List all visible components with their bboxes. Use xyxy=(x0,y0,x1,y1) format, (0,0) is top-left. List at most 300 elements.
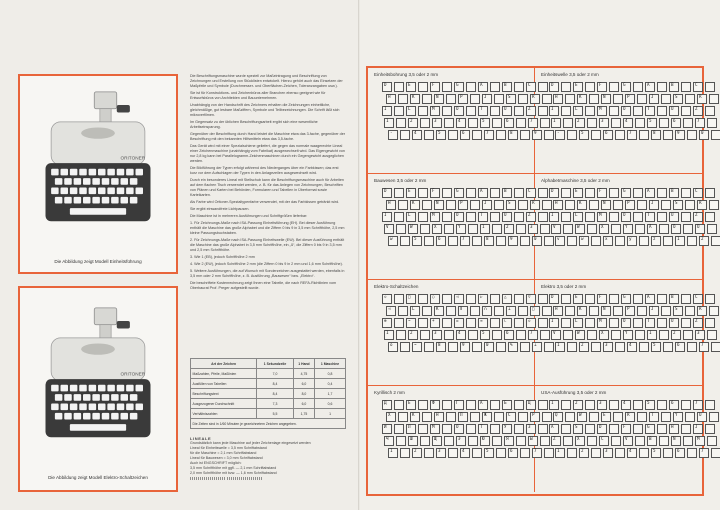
key-cap-blank xyxy=(518,200,528,210)
key-cap: M xyxy=(597,106,607,116)
key-cap: Т xyxy=(478,424,488,434)
key-cap-blank xyxy=(657,212,667,222)
key-cap: P xyxy=(625,94,635,104)
key-cap: W xyxy=(577,412,587,422)
key-cap-blank xyxy=(609,106,619,116)
key-row xyxy=(553,306,720,316)
table-header-cell: 1 Sekundzeile xyxy=(257,359,294,369)
panel-title: USA-Ausführung 3,5 oder 2 mm xyxy=(541,390,607,395)
key-cap-blank xyxy=(472,342,482,352)
key-cap-blank xyxy=(705,106,715,116)
key-cap-blank xyxy=(420,118,430,128)
key-cap: □ xyxy=(530,306,540,316)
keyboard-keys-row-2 xyxy=(55,178,138,185)
key-cap: Z xyxy=(526,106,536,116)
key-cap-blank xyxy=(657,400,667,410)
key-cap-blank xyxy=(657,294,667,304)
key-cap-blank xyxy=(514,424,524,434)
key-cap-blank xyxy=(418,400,428,410)
key-cap: Ä xyxy=(647,224,657,234)
lineal-line: 2,0 mm Schrifthöhe mit bzw. — 1,6 mm Schriftabstand xyxy=(190,471,277,475)
key-cap-blank xyxy=(567,130,577,140)
article-paragraph: Gegenüber der Beschriftung durch Hand leistet die Maschine etwa das 3-fache, gegenüber der Beschriftung mit den bekannten Hilfsmitteln etwa das 3,5-fache. xyxy=(190,132,345,141)
key-cap: N xyxy=(671,436,681,446)
key-cap-blank xyxy=(637,200,647,210)
key-cap-blank xyxy=(659,118,669,128)
key-cap-blank xyxy=(635,330,645,340)
ruler-scale-graphic xyxy=(227,477,263,480)
key-row xyxy=(382,424,556,434)
key-cap-blank xyxy=(659,224,669,234)
key-cap-blank xyxy=(514,400,524,410)
key-row xyxy=(382,106,556,116)
key-cap-blank xyxy=(609,424,619,434)
key-cap: П xyxy=(458,412,468,422)
lineal-heading: LINEALE xyxy=(190,436,212,441)
key-cap: 2 xyxy=(575,118,585,128)
key-cap-blank xyxy=(396,330,406,340)
key-cap: 2 xyxy=(699,236,709,246)
key-cap-blank xyxy=(442,294,452,304)
panel-title: Elektro 3,5 oder 2 mm xyxy=(541,284,587,289)
key-cap-blank xyxy=(587,118,597,128)
key-cap: 5 xyxy=(480,330,490,340)
key-cap-blank xyxy=(657,424,667,434)
key-row xyxy=(555,342,720,352)
key-cap-blank xyxy=(707,330,717,340)
table-row xyxy=(191,379,346,389)
key-cap: I xyxy=(549,212,559,222)
article-paragraph: Unabhängig von der Handschrift des Zeichners erhalten die Zeichnungen einheitliche, gleichmäßige, gut lesbare Maßziffern, Symbole und Teilbezeichnungen. Die Schrift läßt sich mikroverfilmen. xyxy=(190,103,340,117)
key-cap: 4 xyxy=(623,118,633,128)
key-row xyxy=(382,188,556,198)
key-cap-blank xyxy=(567,236,577,246)
article-paragraph: Die Beschriftungsmaschine wurde speziell zur Maßeintragung und Beschriftung von Zeichnungen und Erstellung von Stücklisten entwickelt. Hierzu gehört auch das Einsetzen der Maßpfeile und Symbole (Durchmesser- und Oberflächen-Zeichen, Toleranzangaben usw.). xyxy=(190,74,343,88)
key-cap: 1 xyxy=(675,236,685,246)
key-cap: z xyxy=(651,236,661,246)
key-cap: O xyxy=(454,212,464,222)
key-cap: A xyxy=(645,82,655,92)
key-cap: Х xyxy=(386,412,396,422)
key-cap: Ш xyxy=(408,436,418,446)
key-cap-blank xyxy=(683,118,693,128)
keyboard-key-grid xyxy=(382,400,556,460)
key-cap-blank xyxy=(496,342,506,352)
key-cap: 5 xyxy=(647,118,657,128)
key-cap: 4 xyxy=(456,118,466,128)
article-paragraph: 1. Für Zeichnungs-Maße nach ISA-Passung Einheitsführung (EH). Bei dieser Ausführung enthält die Maschine das große Alphabet und die Ziffern 0 bis 9 in 3,5 mm Schrifthöhe, 2,5 mm kleine Passungsbuchstaben. xyxy=(190,221,345,235)
key-cap-blank xyxy=(563,330,573,340)
key-cap-blank xyxy=(687,448,697,458)
key-cap-blank xyxy=(400,130,410,140)
key-cap-blank xyxy=(657,106,667,116)
key-cap-blank xyxy=(709,200,719,210)
table-cell: 6,0 xyxy=(293,399,314,409)
table-cell: 7,0 xyxy=(257,369,294,379)
key-cap: F xyxy=(597,82,607,92)
key-cap-blank xyxy=(609,82,619,92)
key-cap: Z xyxy=(526,212,536,222)
key-cap: Ü xyxy=(695,224,705,234)
key-cap: ⊥ xyxy=(532,342,542,352)
key-cap-blank xyxy=(398,412,408,422)
key-cap-blank xyxy=(398,306,408,316)
key-cap: v xyxy=(555,236,565,246)
key-cap-blank xyxy=(687,236,697,246)
key-cap-blank xyxy=(424,448,434,458)
key-row xyxy=(386,200,556,210)
key-cap-blank xyxy=(659,330,669,340)
key-cap-blank xyxy=(418,82,428,92)
key-cap: + xyxy=(430,318,440,328)
key-cap-blank xyxy=(591,448,601,458)
key-cap: ◁ xyxy=(454,294,464,304)
key-cap: K xyxy=(410,200,420,210)
key-cap-blank xyxy=(472,448,482,458)
key-cap-blank xyxy=(394,318,404,328)
key-cap: Y xyxy=(673,412,683,422)
key-cap-blank xyxy=(711,342,720,352)
key-cap-blank xyxy=(446,200,456,210)
typewriter-illustration-1 xyxy=(34,90,162,240)
key-cap-blank xyxy=(514,106,524,116)
key-cap-blank xyxy=(663,342,673,352)
key-cap-blank xyxy=(470,94,480,104)
key-cap: 2 xyxy=(579,448,589,458)
key-cap: 3 xyxy=(599,118,609,128)
key-cap: B xyxy=(669,82,679,92)
key-cap: 5 xyxy=(436,130,446,140)
key-cap-blank xyxy=(635,118,645,128)
key-cap-blank xyxy=(516,118,526,128)
key-cap-blank xyxy=(661,306,671,316)
keyboard-keys-row-2 xyxy=(55,394,138,401)
key-cap-blank xyxy=(585,106,595,116)
key-cap: 6 xyxy=(603,130,613,140)
key-cap: 7 xyxy=(528,330,538,340)
machine-photo-frame-2 xyxy=(18,286,178,492)
lineal-section xyxy=(190,436,346,481)
key-row xyxy=(549,82,720,92)
key-cap: % xyxy=(508,342,518,352)
key-row xyxy=(555,236,720,246)
key-cap: 0 xyxy=(699,130,709,140)
key-cap-blank xyxy=(637,306,647,316)
key-cap-blank xyxy=(609,212,619,222)
keyboard-layout-panel xyxy=(535,280,702,386)
key-row xyxy=(549,212,720,222)
key-cap: Ж xyxy=(482,412,492,422)
table-header-cell: 1 Hand xyxy=(293,359,314,369)
key-cap: 2 xyxy=(573,400,583,410)
key-cap-blank xyxy=(711,236,720,246)
key-cap-blank xyxy=(681,294,691,304)
key-cap: 3 xyxy=(695,330,705,340)
key-cap-blank xyxy=(657,188,667,198)
key-row xyxy=(553,94,720,104)
key-cap-blank xyxy=(707,118,717,128)
key-row xyxy=(553,412,720,422)
key-cap-blank xyxy=(516,330,526,340)
table-cell: 8,4 xyxy=(257,389,294,399)
key-cap-blank xyxy=(705,424,715,434)
key-cap: X xyxy=(575,436,585,446)
key-cap-blank xyxy=(711,130,720,140)
key-cap-blank xyxy=(490,294,500,304)
key-cap-blank xyxy=(394,188,404,198)
key-cap: Z xyxy=(551,436,561,446)
key-cap: 1 xyxy=(551,118,561,128)
key-cap: Ч xyxy=(384,436,394,446)
lineal-line: 3,5 mm Schrifthöhe mit ggfl. — 2,1 mm Schriftabstand xyxy=(190,466,277,470)
key-cap: 2 xyxy=(412,448,422,458)
key-cap: S xyxy=(673,306,683,316)
key-cap-blank xyxy=(709,412,719,422)
key-cap: ▷ xyxy=(478,294,488,304)
key-cap: R xyxy=(530,94,540,104)
key-cap: X xyxy=(599,330,609,340)
key-cap: G xyxy=(621,82,631,92)
key-cap-blank xyxy=(490,400,500,410)
key-cap-blank xyxy=(585,424,595,434)
key-cap: H xyxy=(553,200,563,210)
key-cap: L xyxy=(573,212,583,222)
key-row xyxy=(555,130,720,140)
key-cap-blank xyxy=(589,412,599,422)
key-cap: М xyxy=(430,424,440,434)
key-cap-blank xyxy=(418,188,428,198)
key-cap: T xyxy=(478,212,488,222)
key-cap: Щ xyxy=(432,436,442,446)
table-header-cell: 1 Maschine xyxy=(315,359,346,369)
key-cap: N xyxy=(601,200,611,210)
key-cap: Z xyxy=(693,318,703,328)
key-cap-blank xyxy=(611,224,621,234)
key-cap-blank xyxy=(448,342,458,352)
key-cap-blank xyxy=(448,448,458,458)
key-cap-blank xyxy=(396,436,406,446)
key-cap-blank xyxy=(683,330,693,340)
panel-title: Einheitsbohrung 3,5 oder 2 mm xyxy=(374,72,439,77)
key-cap: ǁ xyxy=(458,306,468,316)
key-cap: 2 xyxy=(504,224,514,234)
key-cap-blank xyxy=(418,424,428,434)
key-cap-blank xyxy=(681,424,691,434)
key-cap: ○ xyxy=(430,294,440,304)
key-cap-blank xyxy=(615,130,625,140)
key-cap: D xyxy=(597,424,607,434)
key-cap-blank xyxy=(711,448,720,458)
table-cell: Ausgezogener Durchschnitt xyxy=(191,399,257,409)
key-cap: 7 xyxy=(627,130,637,140)
key-cap: I xyxy=(549,318,559,328)
key-cap: Q xyxy=(553,412,563,422)
key-cap-blank xyxy=(470,412,480,422)
key-cap: P xyxy=(458,200,468,210)
keyboard-spacebar xyxy=(70,424,126,431)
table-cell: 0,8 xyxy=(315,369,346,379)
key-cap-blank xyxy=(659,436,669,446)
key-row xyxy=(384,436,556,446)
key-cap: - xyxy=(555,130,565,140)
key-cap-blank xyxy=(663,448,673,458)
key-cap-blank xyxy=(514,82,524,92)
key-cap: M xyxy=(597,212,607,222)
key-cap: ▽ xyxy=(526,294,536,304)
key-cap: 9 xyxy=(460,342,470,352)
keyboard-layout-panel xyxy=(368,280,535,386)
lineal-line: für die Maschine = 2,1 mm Schriftabstand xyxy=(190,451,257,455)
key-cap-blank xyxy=(398,200,408,210)
key-cap: N xyxy=(434,200,444,210)
key-cap-blank xyxy=(490,188,500,198)
key-cap: T xyxy=(645,212,655,222)
keyboard-key-grid xyxy=(549,294,720,354)
photo-caption-1: Die Abbildung zeigt Modell Einheitsführung xyxy=(54,259,142,264)
key-cap: w xyxy=(388,236,398,246)
key-cap: O xyxy=(454,106,464,116)
table-row xyxy=(191,389,346,399)
table-row xyxy=(191,409,346,419)
key-cap-blank xyxy=(685,94,695,104)
key-row xyxy=(384,118,556,128)
key-cap: 4 xyxy=(627,448,637,458)
key-cap: R xyxy=(697,94,707,104)
key-cap-blank xyxy=(663,236,673,246)
machine-brand-label: ORITONER xyxy=(120,155,146,161)
key-cap-blank xyxy=(639,448,649,458)
key-cap-blank xyxy=(442,82,452,92)
key-row xyxy=(382,318,556,328)
key-cap: H xyxy=(386,94,396,104)
key-cap: 1 xyxy=(388,448,398,458)
key-cap-blank xyxy=(466,424,476,434)
key-cap-blank xyxy=(639,236,649,246)
key-cap: = xyxy=(454,318,464,328)
key-cap-blank xyxy=(490,424,500,434)
key-cap: E xyxy=(573,294,583,304)
table-cell: 8,0 xyxy=(293,389,314,399)
key-row xyxy=(388,130,556,140)
key-cap: J xyxy=(649,200,659,210)
key-cap-blank xyxy=(585,82,595,92)
key-cap-blank xyxy=(633,318,643,328)
key-cap-blank xyxy=(468,224,478,234)
key-cap: C xyxy=(693,82,703,92)
key-cap: R xyxy=(697,306,707,316)
key-cap: V xyxy=(551,330,561,340)
key-cap-blank xyxy=(490,212,500,222)
key-cap-blank xyxy=(468,330,478,340)
key-cap: ⊥ xyxy=(506,306,516,316)
key-cap: J xyxy=(482,94,492,104)
key-cap-blank xyxy=(585,400,595,410)
key-cap: C xyxy=(599,436,609,446)
key-cap: A xyxy=(478,82,488,92)
key-cap-blank xyxy=(633,212,643,222)
key-cap: I xyxy=(382,212,392,222)
key-cap: U xyxy=(502,106,512,116)
key-cap: 9 xyxy=(508,236,518,246)
key-cap-blank xyxy=(633,82,643,92)
key-cap-blank xyxy=(591,236,601,246)
machine-brand-label: ORITONER xyxy=(120,371,146,377)
keyboard-key-grid xyxy=(382,188,556,248)
key-cap: A xyxy=(645,188,655,198)
key-cap-blank xyxy=(587,224,597,234)
key-cap: W xyxy=(408,224,418,234)
key-cap-blank xyxy=(591,342,601,352)
typewriter-illustration-2 xyxy=(34,306,162,456)
key-cap: G xyxy=(621,294,631,304)
table-cell: 1,75 xyxy=(293,409,314,419)
key-cap-blank xyxy=(585,212,595,222)
key-cap: К xyxy=(410,412,420,422)
key-cap-blank xyxy=(609,294,619,304)
key-cap: D xyxy=(549,294,559,304)
key-cap-blank xyxy=(687,342,697,352)
table-cell: Maßzahlen, Pfeile, Maßlinien xyxy=(191,369,257,379)
table-cell: 5,5 xyxy=(257,409,294,419)
key-cap-blank xyxy=(561,318,571,328)
key-cap: N xyxy=(601,306,611,316)
key-cap-blank xyxy=(561,82,571,92)
key-cap: 6 xyxy=(675,448,685,458)
key-cap: O xyxy=(621,318,631,328)
key-cap: ∩ xyxy=(482,306,492,316)
key-cap: Н xyxy=(434,412,444,422)
key-cap-blank xyxy=(444,224,454,234)
key-cap: 1 xyxy=(549,400,559,410)
time-comparison-table xyxy=(190,358,346,429)
key-cap-blank xyxy=(514,318,524,328)
key-cap: Р xyxy=(530,412,540,422)
key-cap: P xyxy=(625,200,635,210)
key-cap: D xyxy=(382,82,392,92)
key-row xyxy=(549,318,720,328)
key-cap: Ы xyxy=(528,436,538,446)
key-cap: L xyxy=(406,106,416,116)
key-cap: 4 xyxy=(627,342,637,352)
key-cap-blank xyxy=(661,200,671,210)
key-cap-blank xyxy=(492,224,502,234)
key-cap-blank xyxy=(424,130,434,140)
key-cap: B xyxy=(669,294,679,304)
key-cap: 8 xyxy=(436,342,446,352)
key-cap: U xyxy=(669,318,679,328)
key-cap: 6 xyxy=(504,118,514,128)
key-cap-blank xyxy=(442,188,452,198)
key-cap-blank xyxy=(472,236,482,246)
key-cap-blank xyxy=(587,436,597,446)
key-cap: 3 xyxy=(432,330,442,340)
key-row xyxy=(382,294,556,304)
key-cap: J xyxy=(649,94,659,104)
key-cap-blank xyxy=(494,200,504,210)
key-cap-blank xyxy=(683,224,693,234)
key-cap: B xyxy=(502,82,512,92)
key-cap: H xyxy=(553,306,563,316)
article-paragraph: 5. Weitere Ausführungen, die auf Wunsch mit Sonderzeichen ausgestattet werden, ebenfalls in 3,5 mm oder 2 mm Schrifthöhe, z. B. Ausführung „Bauwesen“ bzw. „Elektro“. xyxy=(190,269,345,278)
key-cap-blank xyxy=(468,118,478,128)
key-cap: w xyxy=(579,236,589,246)
keyboard-keys-row-4 xyxy=(55,413,138,420)
keyboard-layout-panel xyxy=(368,68,535,174)
panel-title: Elektro-Schaltzeichen xyxy=(374,284,419,289)
key-cap: C xyxy=(526,82,536,92)
key-row xyxy=(549,294,720,304)
key-cap: E xyxy=(601,412,611,422)
